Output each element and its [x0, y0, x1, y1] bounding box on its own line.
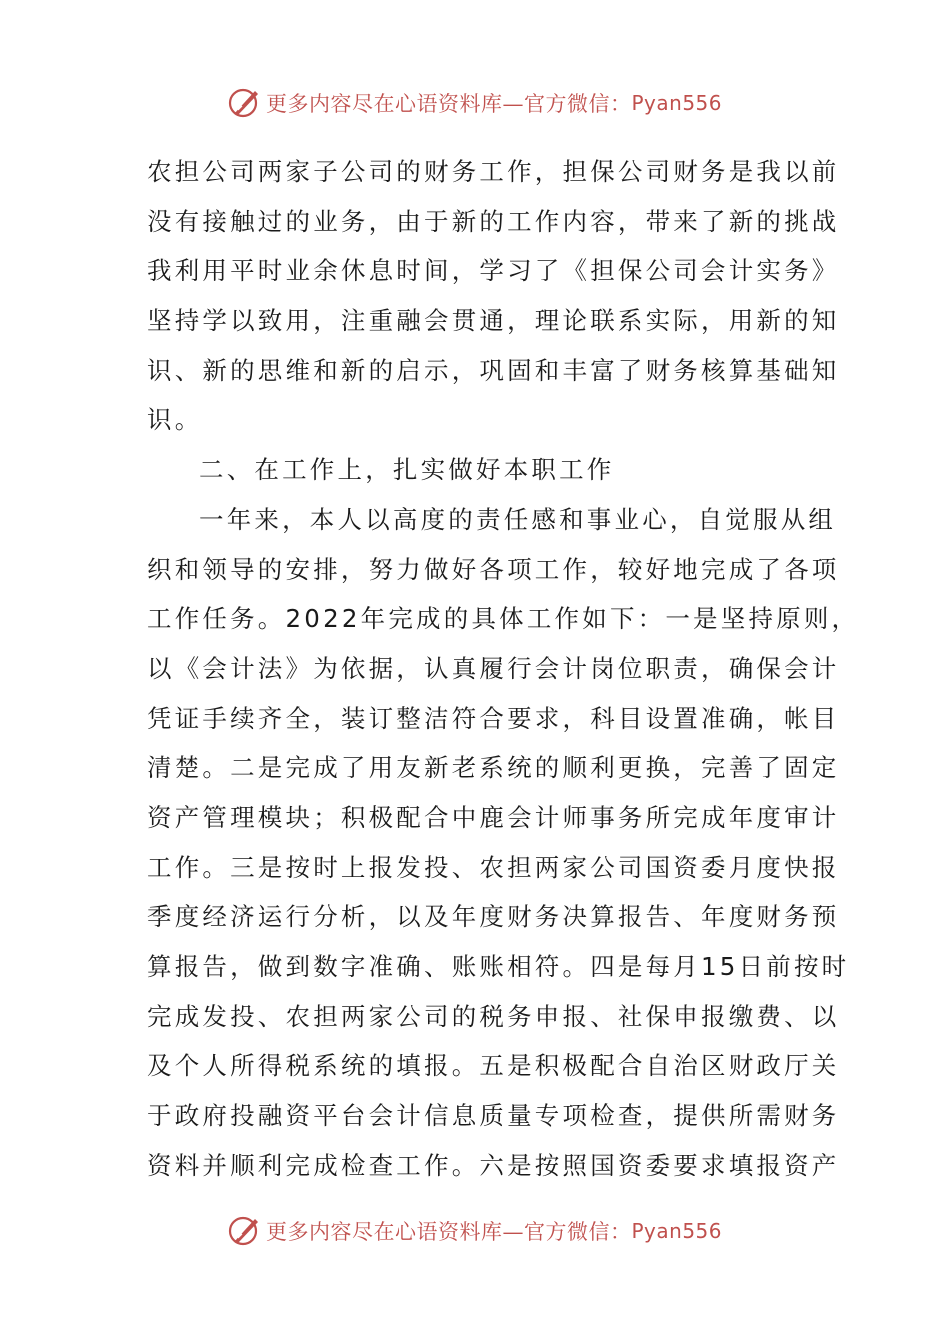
- text-line: 于政府投融资平台会计信息质量专项检查，提供所需财务: [147, 1101, 840, 1131]
- text-line: 我利用平时业余休息时间，学习了《担保公司会计实务》: [147, 256, 840, 286]
- text-line: 没有接触过的业务，由于新的工作内容，带来了新的挑战: [147, 206, 840, 236]
- text-line: 算报告，做到数字准确、账账相符。四是每月15日前按时: [147, 952, 850, 981]
- text-line: 识。: [147, 405, 203, 435]
- text-line: 农担公司两家子公司的财务工作，担保公司财务是我以前: [147, 157, 840, 186]
- quill-logo-icon: [228, 86, 262, 120]
- text-line: 清楚。二是完成了用友新老系统的顺利更换，完善了固定: [147, 753, 840, 783]
- header-banner-wechat: Pyan556: [631, 91, 723, 115]
- text-line: 工作。三是按时上报发投、农担两家公司国资委月度快报: [147, 852, 840, 882]
- text-line: 完成发投、农担两家公司的税务申报、社保申报缴费、以: [147, 1001, 840, 1031]
- header-banner-text: 更多内容尽在心语资料库—官方微信：: [266, 92, 632, 116]
- header-banner: [228, 86, 722, 120]
- text-line: 识、新的思维和新的启示，巩固和丰富了财务核算基础知: [147, 355, 840, 385]
- body-text: [147, 147, 860, 1190]
- text-line: 一年来，本人以高度的责任感和事业心，自觉服从组: [199, 504, 837, 534]
- section-heading: 二、在工作上，扎实做好本职工作: [199, 455, 615, 485]
- text-line: 凭证手续齐全，装订整洁符合要求，科目设置准确，帐目: [147, 703, 840, 733]
- footer-banner: [228, 1214, 722, 1248]
- text-line: 以《会计法》为依据，认真履行会计岗位职责，确保会计: [147, 653, 840, 683]
- footer-banner-wechat: Pyan556: [631, 1219, 723, 1243]
- text-line: 及个人所得税系统的填报。五是积极配合自治区财政厅关: [147, 1051, 840, 1081]
- text-line: 织和领导的安排，努力做好各项工作，较好地完成了各项: [147, 554, 840, 584]
- footer-banner-text: 更多内容尽在心语资料库—官方微信：: [266, 1220, 632, 1244]
- text-line: 坚持学以致用，注重融会贯通，理论联系实际，用新的知: [147, 306, 840, 336]
- text-line: 资产管理模块；积极配合中鹿会计师事务所完成年度审计: [147, 802, 840, 832]
- text-line: 季度经济运行分析，以及年度财务决算报告、年度财务预: [147, 902, 840, 932]
- quill-logo-icon: [228, 1214, 262, 1248]
- text-line: 工作任务。2022年完成的具体工作如下：一是坚持原则，: [147, 604, 860, 634]
- text-line: 资料并顺利完成检查工作。六是按照国资委要求填报资产: [147, 1150, 840, 1180]
